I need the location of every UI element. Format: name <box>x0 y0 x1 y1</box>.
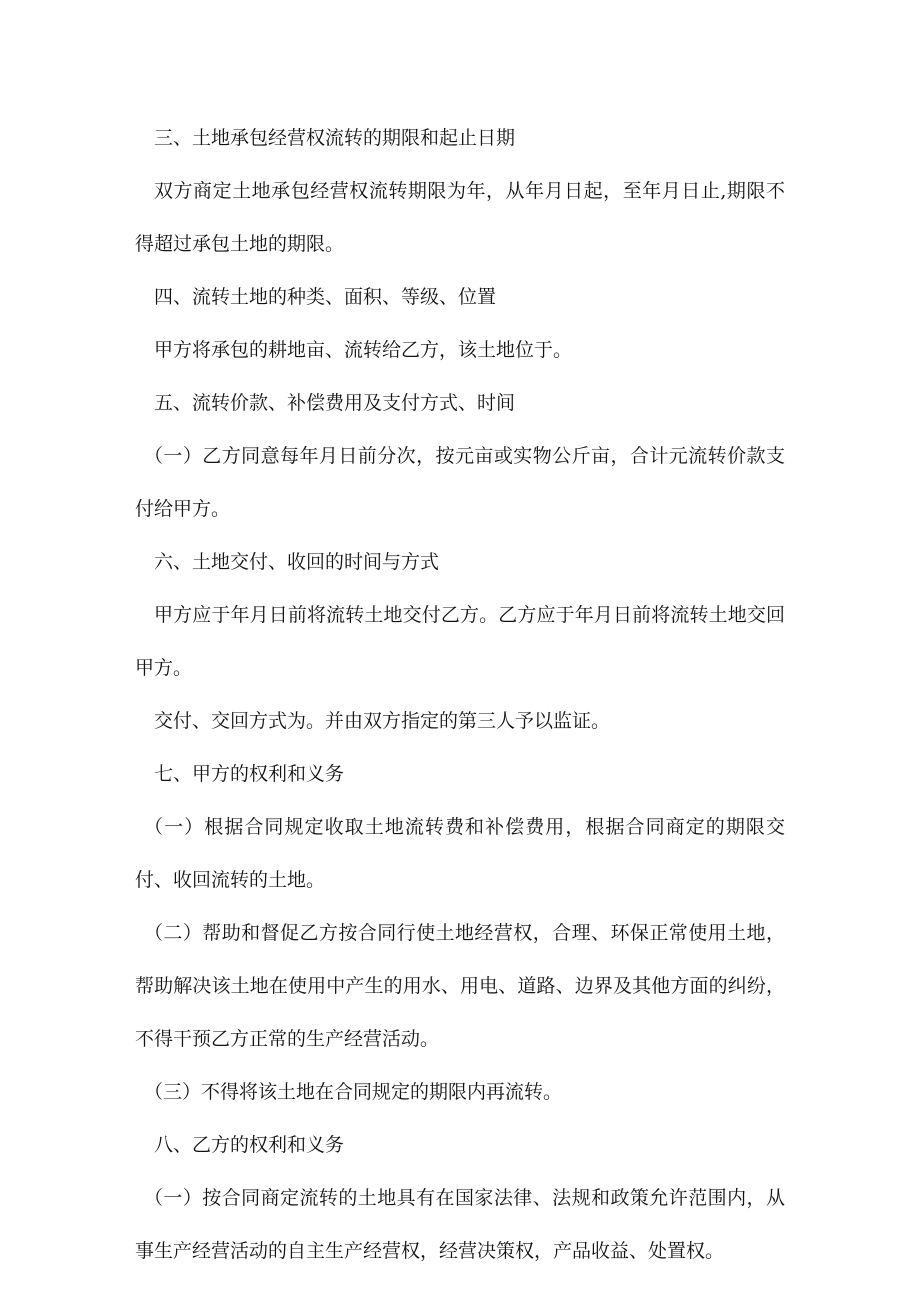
section-heading-8: 八、乙方的权利和义务 <box>154 1134 345 1156</box>
paragraph-party-a-3: （三）不得将该土地在合同规定的期限内再流转。 <box>144 1081 563 1103</box>
paragraph-party-a-2: （二）帮助和督促乙方按合同行使土地经营权，合理、环保正常使用土地，帮助解决该土地在使用中产生的用水、用电、道路、边界及其他方面的纠纷，不得干预乙方正常的生产经营活动。 <box>135 922 785 1050</box>
paragraph-delivery-method: 交付、交回方式为。并由双方指定的第三人予以监证。 <box>154 710 611 732</box>
paragraph-party-a-1: （一）根据合同规定收取土地流转费和补偿费用，根据合同商定的期限交付、收回流转的土地。 <box>135 816 785 891</box>
paragraph-delivery: 甲方应于年月日前将流转土地交付乙方。乙方应于年月日前将流转土地交回甲方。 <box>135 604 785 679</box>
section-heading-4: 四、流转土地的种类、面积、等级、位置 <box>154 286 497 308</box>
section-heading-6: 六、土地交付、收回的时间与方式 <box>154 551 440 573</box>
document-body <box>135 112 785 1278</box>
section-heading-5: 五、流转价款、补偿费用及支付方式、时间 <box>154 392 516 414</box>
paragraph-payment: （一）乙方同意每年月日前分次，按元亩或实物公斤亩，合计元流转价款支付给甲方。 <box>135 445 785 520</box>
section-heading-3: 三、土地承包经营权流转的期限和起止日期 <box>154 127 516 149</box>
paragraph-party-b-1: （一）按合同商定流转的土地具有在国家法律、法规和政策允许范围内，从事生产经营活动的自主生产经营权，经营决策权，产品收益、处置权。 <box>135 1187 785 1262</box>
paragraph-term: 双方商定土地承包经营权流转期限为年，从年月日起，至年月日止,期限不得超过承包土地的期限。 <box>135 180 785 255</box>
paragraph-land-location: 甲方将承包的耕地亩、流转给乙方，该土地位于。 <box>154 339 573 361</box>
section-heading-7: 七、甲方的权利和义务 <box>154 763 345 785</box>
